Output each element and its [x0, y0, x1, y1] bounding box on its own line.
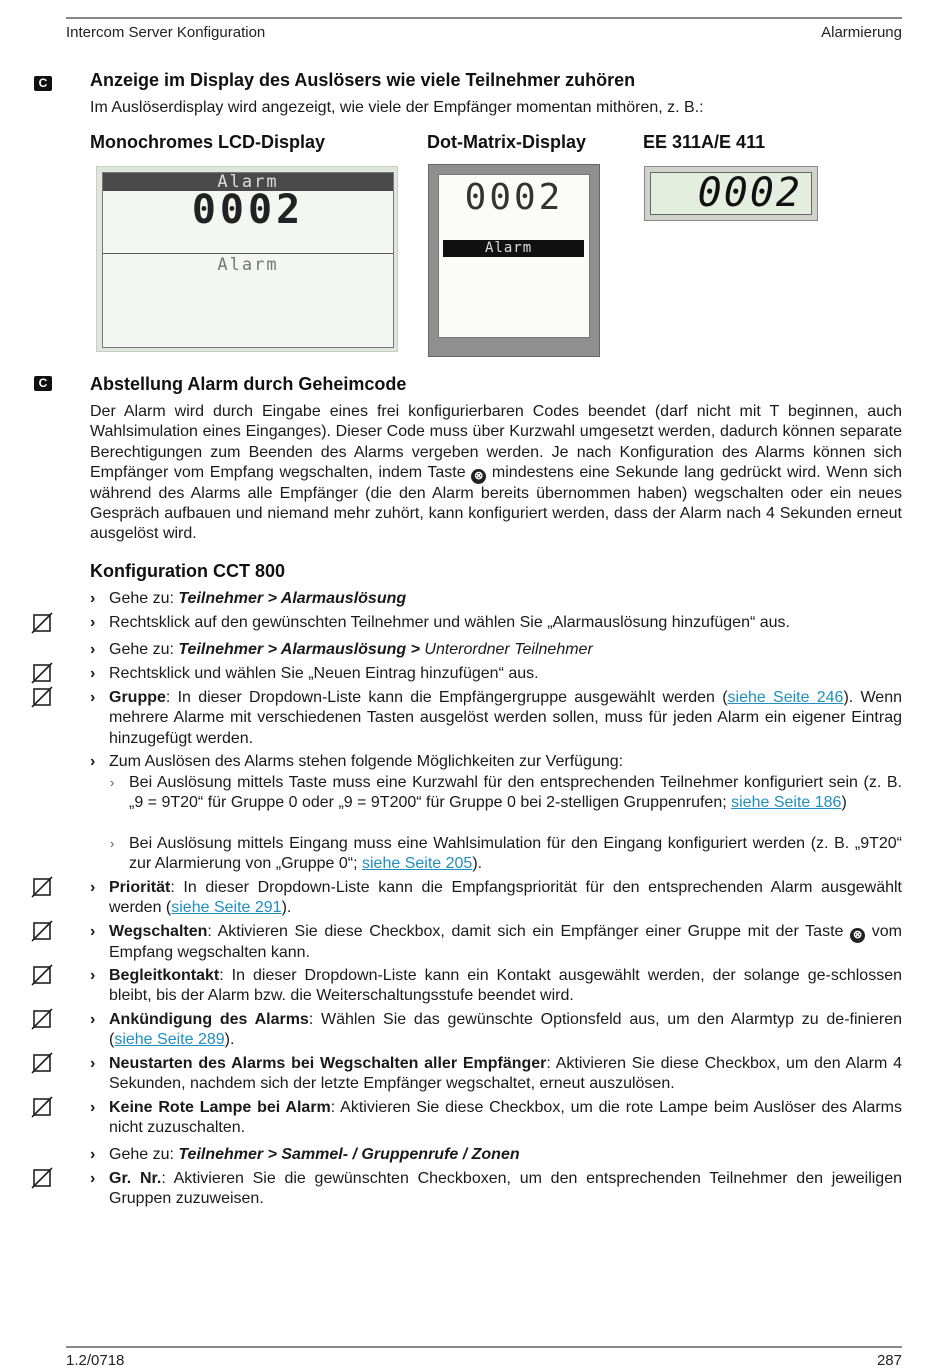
- footer-page-number: 287: [876, 1352, 902, 1369]
- link-seite-291[interactable]: siehe Seite 291: [171, 899, 282, 917]
- edit-icon: [31, 612, 53, 634]
- step-rechtsklick-2: › Rechtsklick und wählen Sie „Neuen Eintrag hinzufügen“ aus.: [90, 665, 539, 682]
- label-ee: EE 311A/E 411: [643, 132, 766, 152]
- label-dot-matrix: Dot-Matrix-Display: [427, 132, 587, 152]
- step-gruppe: › Gruppe: In dieser Dropdown-Liste kann die Empfängergruppe ausgewählt werden (siehe Seite 246). Wenn mehrere Alarme mit verschiedenen Tasten ausgelöst werden sollen, muss für jeden Alarm ein eigener Eintrag hinzugefügt werden.: [90, 689, 902, 747]
- disconnect-key-icon: ⊗: [471, 469, 486, 484]
- lcd-display: [96, 166, 398, 352]
- lcd-bottom-label: Alarm: [217, 255, 279, 275]
- step-gr-nr: › Gr. Nr.: Aktivieren Sie die gewünschten Checkboxen, um den entsprechenden Teilnehmer den jeweiligen Gruppen zuzuweisen.: [90, 1170, 902, 1208]
- ee-display: [644, 166, 818, 221]
- substep-eingang: › Bei Auslösung mittels Eingang muss eine Wahlsimulation für den Eingang konfiguriert werden (z. B. „9T20“ zur Alarmierung von „Gruppe 0“; siehe Seite 205).: [110, 835, 902, 873]
- link-seite-205[interactable]: siehe Seite 205: [362, 855, 473, 873]
- dot-alarm-bar: Alarm: [443, 240, 584, 257]
- footer-version: 1.2/0718: [66, 1352, 125, 1369]
- footer-rule: [66, 1346, 902, 1348]
- header-rule: [66, 17, 902, 19]
- step-prioritaet: › Priorität: In dieser Dropdown-Liste kann die Empfangspriorität für den entsprechenden Alarm ausgewählt werden (siehe Seite 291).: [90, 879, 902, 917]
- disconnect-key-icon: ⊗: [850, 928, 865, 943]
- dot-count: 0002: [464, 177, 564, 218]
- edit-icon: [31, 1096, 53, 1118]
- header-title: Intercom Server Konfiguration: [66, 24, 266, 41]
- step-ausloesen: › Zum Auslösen des Alarms stehen folgende Möglichkeiten zur Verfügung:: [90, 753, 624, 770]
- link-seite-289[interactable]: siehe Seite 289: [114, 1031, 225, 1049]
- edit-icon: [31, 662, 53, 684]
- section-badge-c: C: [34, 76, 52, 91]
- step-begleitkontakt: › Begleitkontakt: In dieser Dropdown-Liste kann ein Kontakt ausgewählt werden, der solange ge-schlossen bleibt, bis der Alarm bzw. die Weiterschaltungsstufe beendet wird.: [90, 967, 902, 1005]
- edit-icon: [31, 876, 53, 898]
- edit-icon: [31, 920, 53, 942]
- section-intro: Im Auslöserdisplay wird angezeigt, wie viele der Empfänger momentan mithören, z. B.:: [90, 99, 704, 116]
- section-badge-c2: C: [34, 376, 52, 391]
- section-title-display: Anzeige im Display des Auslösers wie viele Teilnehmer zuhören: [90, 70, 636, 90]
- dot-matrix-display: [428, 164, 600, 357]
- section-body-geheimcode: Der Alarm wird durch Eingabe eines frei konfigurierbaren Codes beendet (darf nicht mit T beginnen, auch Wahlsimulation eines Einganges). Dieser Code muss über Kurzwahl umgesetzt werden, dadurch können separate Berechtigungen zum Beenden des Alarms vergeben werden. Je nach Konfiguration des Alarms können sich Empfänger vom Empfang wegschalten, indem Taste ⊗ mindestens eine Sekunde lang gedrückt wird. Wenn sich während des Alarms alle Empfänger (die den Alarm bereits übernommen haben) wegschalten oder ein neues Gespräch aufbauen und niemand mehr zuhört, kann konfiguriert werden, dass der Alarm nach 4 Sekunden erneut ausgelöst wird.: [90, 403, 902, 543]
- edit-icon: [31, 964, 53, 986]
- step-neustarten: › Neustarten des Alarms bei Wegschalten aller Empfänger: Aktivieren Sie diese Checkbox, um den Alarm 4 Sekunden, nachdem sich der letzte Empfänger wegschaltet, erneut auszulösen.: [90, 1055, 902, 1093]
- substep-taste: › Bei Auslösung mittels Taste muss eine Kurzwahl für den entsprechenden Teilnehmer konfiguriert sein (z. B. „9 = 9T20“ für Gruppe 0 oder „9 = 9T200“ für Gruppe 0 bei 2-stelligen Gruppenrufen; siehe Seite 186): [110, 774, 902, 812]
- step-rote-lampe: › Keine Rote Lampe bei Alarm: Aktivieren Sie diese Checkbox, um die rote Lampe beim Auslöser des Alarms nicht zuzuschalten.: [90, 1099, 902, 1137]
- ee-count: 0002: [697, 170, 802, 216]
- edit-icon: [31, 1008, 53, 1030]
- step-wegschalten: › Wegschalten: Aktivieren Sie diese Checkbox, damit sich ein Empfänger einer Gruppe mit der Taste ⊗ vom Empfang wegschalten kann.: [90, 923, 902, 961]
- link-seite-186[interactable]: siehe Seite 186: [731, 794, 842, 812]
- goto-step-1: › Gehe zu: Teilnehmer > Alarmauslösung: [90, 590, 407, 607]
- section-title-geheimcode: Abstellung Alarm durch Geheimcode: [90, 374, 407, 394]
- lcd-count: 0002: [191, 187, 305, 233]
- step-ankuendigung: › Ankündigung des Alarms: Wählen Sie das gewünschte Optionsfeld aus, um den Alarmtyp zu de-finieren (siehe Seite 289).: [90, 1011, 903, 1049]
- edit-icon: [31, 1167, 53, 1189]
- label-lcd: Monochromes LCD-Display: [90, 132, 326, 152]
- goto-step-3: › Gehe zu: Teilnehmer > Sammel- / Gruppenrufe / Zonen: [90, 1146, 520, 1163]
- config-title: Konfiguration CCT 800: [90, 561, 286, 581]
- step-rechtsklick-1: › Rechtsklick auf den gewünschten Teilnehmer und wählen Sie „Alarmauslösung hinzufügen“ aus.: [90, 614, 790, 631]
- edit-icon: [31, 686, 53, 708]
- link-seite-246[interactable]: siehe Seite 246: [727, 689, 844, 706]
- goto-step-2: › Gehe zu: Teilnehmer > Alarmauslösung > Unterordner Teilnehmer: [90, 641, 593, 658]
- lcd-top-bar: Alarm: [103, 173, 393, 191]
- edit-icon: [31, 1052, 53, 1074]
- header-section: Alarmierung: [821, 24, 902, 41]
